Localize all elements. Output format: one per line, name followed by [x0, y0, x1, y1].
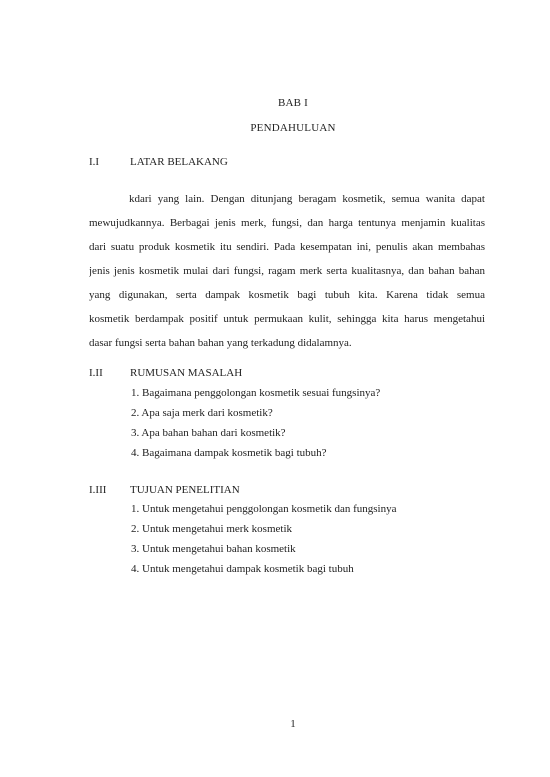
paragraph-line: jenis jenis kosmetik mulai dari fungsi, ragam merk serta kualitasnya, dan bahan bahan — [89, 265, 485, 277]
list-item: 2. Apa saja merk dari kosmetik? — [131, 407, 273, 419]
paragraph-line: kosmetik berdampak positif untuk permukaan kulit, sehingga kita harus mengetahui — [89, 313, 485, 325]
chapter-label: BAB I — [277, 97, 309, 109]
list-item: 2. Untuk mengetahui merk kosmetik — [131, 523, 292, 535]
list-item: 1. Untuk mengetahui penggolongan kosmetik dan fungsinya — [131, 503, 397, 515]
problem-list — [131, 385, 380, 465]
paragraph-line: yang digunakan, serta dampak kosmetik bagi tubuh kita. Karena tidak semua — [89, 289, 485, 301]
section-title: LATAR BELAKANG — [130, 156, 228, 168]
paragraph-line: dasar fungsi serta bahan bahan yang terkadung didalamnya. — [89, 337, 352, 349]
section-number: I.III — [89, 484, 107, 496]
list-item: 4. Untuk mengetahui dampak kosmetik bagi tubuh — [131, 563, 354, 575]
list-item: 3. Untuk mengetahui bahan kosmetik — [131, 543, 296, 555]
section-number: I.II — [89, 367, 103, 379]
chapter-title: PENDAHULUAN — [250, 122, 336, 134]
section-title: TUJUAN PENELITIAN — [130, 484, 240, 496]
list-item: 3. Apa bahan bahan dari kosmetik? — [131, 427, 286, 439]
paragraph-line: mewujudkannya. Berbagai jenis merk, fungsi, dan harga tentunya menjamin kualitas — [89, 217, 485, 229]
background-paragraph — [89, 191, 485, 359]
list-item: 4. Bagaimana dampak kosmetik bagi tubuh? — [131, 447, 327, 459]
paragraph-line: dari suatu produk kosmetik itu sendiri. Pada kesempatan ini, penulis akan membahas — [89, 241, 485, 253]
section-number: I.I — [89, 156, 100, 168]
list-item: 1. Bagaimana penggolongan kosmetik sesuai fungsinya? — [131, 387, 381, 399]
objective-list — [131, 501, 396, 581]
page-number: 1 — [290, 718, 296, 730]
paragraph-line: kdari yang lain. Dengan ditunjang beragam kosmetik, semua wanita dapat — [129, 193, 485, 205]
section-title: RUMUSAN MASALAH — [130, 367, 243, 379]
